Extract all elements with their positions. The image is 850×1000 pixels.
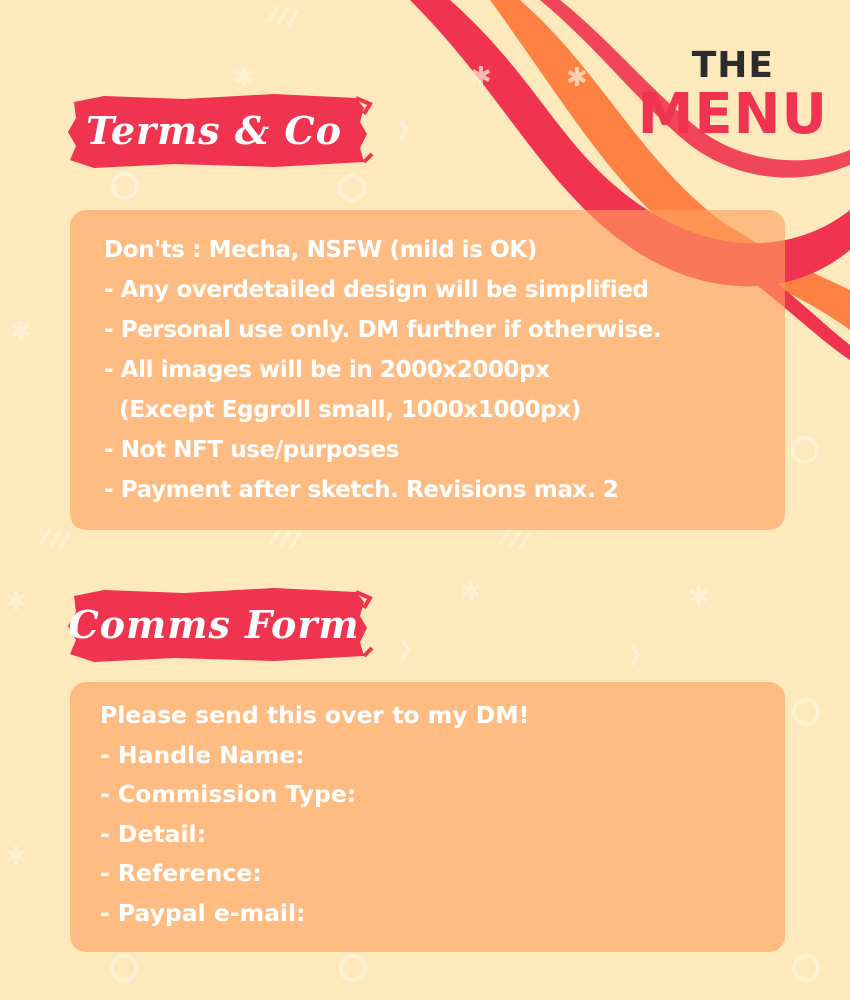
- title-line-the: THE: [691, 45, 774, 86]
- doodle-circle: [340, 176, 364, 200]
- doodle-star: ✱: [688, 582, 710, 612]
- terms-line: Don'ts : Mecha, NSFW (mild is OK): [104, 237, 537, 263]
- doodle-circle: [794, 956, 818, 980]
- form-line: - Detail:: [100, 819, 206, 848]
- form-line: - Reference:: [100, 859, 262, 887]
- doodle-circle: [794, 700, 818, 724]
- terms-card: [70, 210, 785, 530]
- terms-line: - Payment after sketch. Revisions max. 2: [104, 477, 619, 503]
- doodle-circle: [113, 174, 137, 198]
- terms-line: (Except Eggroll small, 1000x1000px): [104, 397, 581, 423]
- terms-line: - All images will be in 2000x2000px: [104, 357, 550, 383]
- doodle-star: ✱: [566, 63, 588, 93]
- doodle-circle: [112, 956, 136, 980]
- form-line: - Paypal e-mail:: [100, 898, 306, 927]
- terms-list: [104, 230, 785, 510]
- form-line: - Handle Name:: [100, 740, 305, 769]
- doodle-circle: [341, 956, 365, 980]
- form-list: [100, 696, 785, 933]
- doodle-star: ✱: [10, 317, 32, 347]
- form-heading: Comms Form: [68, 601, 360, 647]
- doodle-squiggle: [400, 120, 406, 140]
- doodle-star: ✱: [233, 63, 255, 93]
- menu-title: [637, 45, 828, 147]
- terms-line: - Any overdetailed design will be simplified: [104, 277, 649, 303]
- title-line-menu: MENU: [637, 82, 828, 147]
- doodle-dashes: [268, 6, 298, 26]
- doodle-dashes: [500, 529, 530, 549]
- doodle-dashes: [270, 529, 300, 549]
- form-line: - Commission Type:: [100, 780, 357, 808]
- terms-line: - Not NFT use/purposes: [104, 437, 399, 463]
- doodle-circle: [793, 438, 817, 462]
- doodle-star: ✱: [5, 587, 27, 617]
- form-heading-banner: [64, 582, 374, 666]
- doodle-squiggle: [402, 640, 408, 660]
- terms-heading-banner: [64, 88, 374, 172]
- doodle-dashes: [40, 529, 70, 549]
- doodle-star: ✱: [460, 577, 482, 607]
- doodle-star: ✱: [5, 842, 27, 872]
- doodle-star: ✱: [470, 62, 492, 92]
- terms-line: - Personal use only. DM further if otherwise.: [104, 317, 662, 343]
- form-line: Please send this over to my DM!: [100, 701, 530, 729]
- doodle-squiggle: [632, 645, 638, 665]
- form-card: [70, 682, 785, 952]
- terms-heading: Terms & Co: [85, 107, 343, 153]
